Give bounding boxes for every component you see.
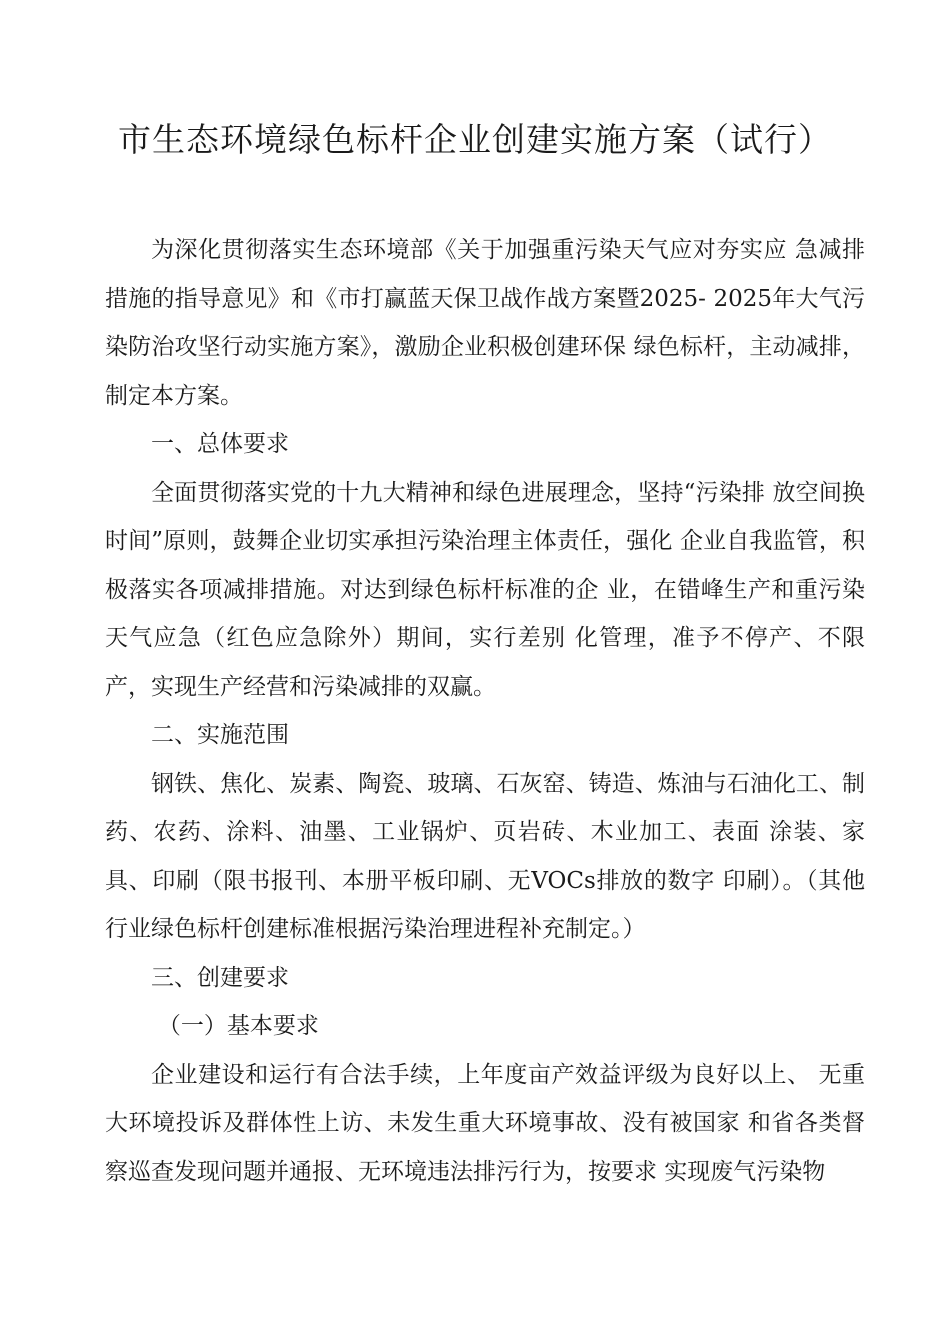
scope-paragraph: 钢铁、焦化、炭素、陶瓷、玻璃、石灰窑、铸造、炼油与石油化工、制药、农药、涂料、油墨、工业锅炉、页岩砖、木业加工、表面 涂装、家具、印刷（限书报刊、本册平板印刷、无VOCs排放的数字 印刷）。（其他行业绿色标杆创建标准根据污染治理进程补充制定。） xyxy=(105,770,865,942)
section-heading-general: 一、总体要求 xyxy=(151,431,289,457)
section-heading-creation: 三、创建要求 xyxy=(151,964,289,991)
basic-requirements-paragraph: 企业建设和运行有合法手续，上年度亩产效益评级为良好以上、 无重大环境投诉及群体性上访、未发生重大环境事故、没有被国家 和省各类督察巡查发现问题并通报、无环境违法排污行为，按要求 实现废气污染物 xyxy=(105,1061,865,1185)
subsection-heading-basic: （一）基本要求 xyxy=(157,1013,319,1039)
section-heading-scope: 二、实施范围 xyxy=(151,722,289,748)
general-requirements-paragraph: 全面贯彻落实党的十九大精神和绿色进展理念，坚持“污染排 放空间换时间”原则，鼓舞企业切实承担污染治理主体责任，强化 企业自我监管，积极落实各项减排措施。对达到绿色标杆标准的企 业，在错峰生产和重污染天气应急（红色应急除外）期间，实行差别 化管理，准予不停产、不限产，实现生产经营和污染减排的双赢。 xyxy=(105,479,865,700)
intro-paragraph: 为深化贯彻落实生态环境部《关于加强重污染天气应对夯实应 急减排措施的指导意见》和《市打赢蓝天保卫战作战方案暨2025- 2025年大气污染防治攻坚行动实施方案》，激励企业积极创建环保 绿色标杆，主动减排，制定本方案。 xyxy=(105,237,865,409)
document-body xyxy=(105,226,865,1196)
document-title: 市生态环境绿色标杆企业创建实施方案（试行） xyxy=(118,120,832,159)
